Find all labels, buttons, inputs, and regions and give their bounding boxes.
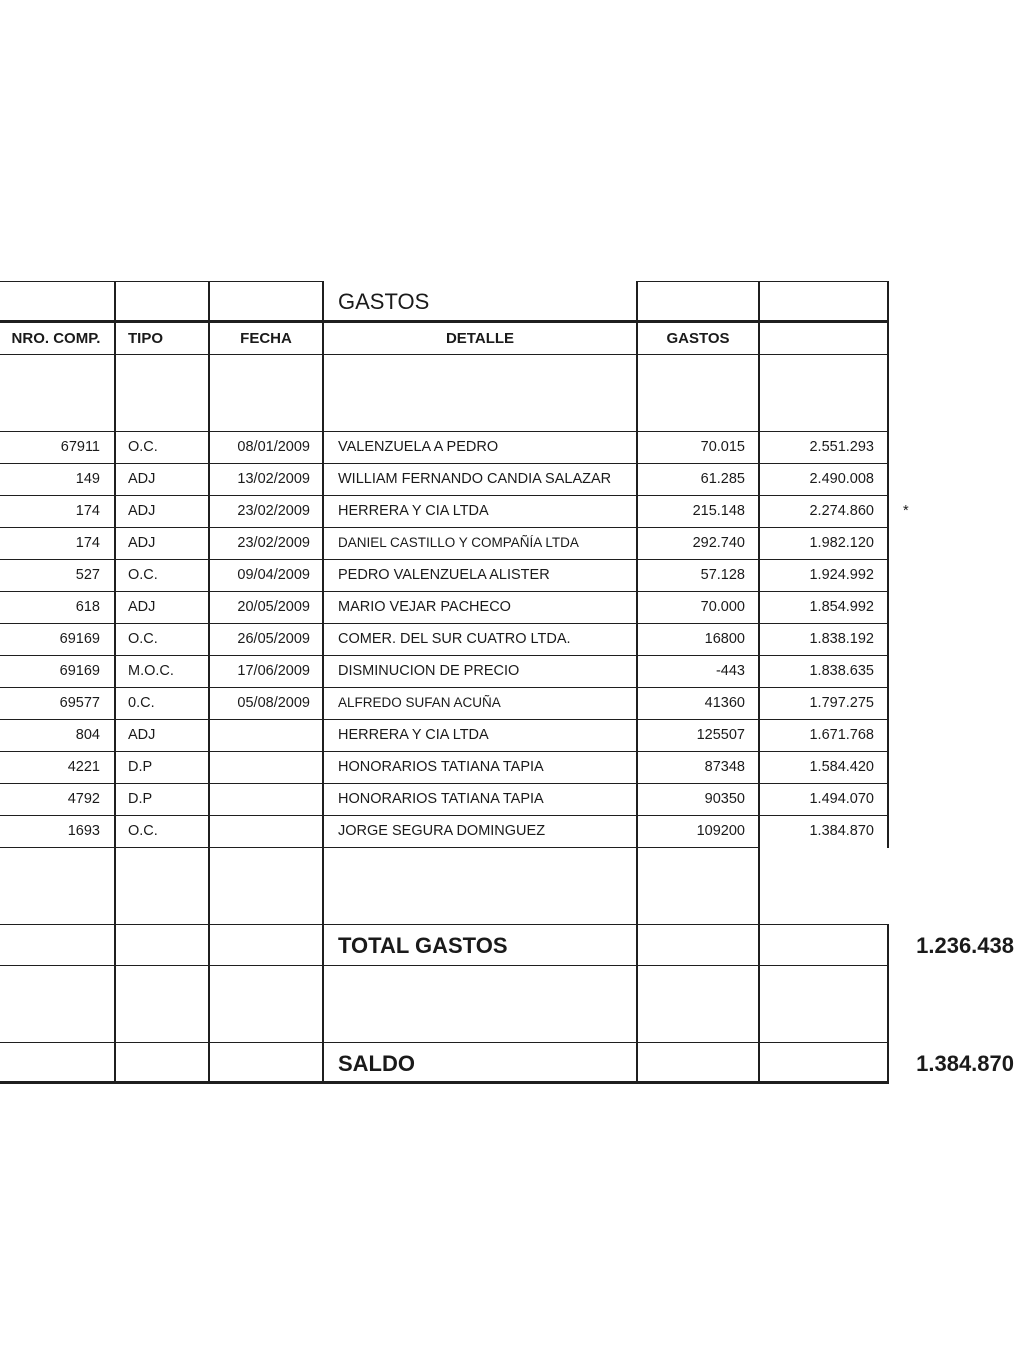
cell-detalle: ALFREDO SUFAN ACUÑA (338, 695, 501, 710)
cell-saldo: 1.494.070 (809, 791, 874, 807)
grid-hline (0, 783, 889, 784)
cell-saldo: 1.838.192 (809, 631, 874, 647)
cell-detalle: JORGE SEGURA DOMINGUEZ (338, 823, 546, 839)
cell-nro-comp: 67911 (60, 439, 100, 455)
grid-hline (0, 281, 114, 282)
cell-nro-comp: 1693 (67, 823, 100, 839)
cell-nro-comp: 527 (75, 567, 100, 583)
grid-vline (322, 281, 324, 1084)
cell-gastos: 292.740 (692, 535, 745, 551)
cell-detalle: VALENZUELA A PEDRO (338, 439, 499, 455)
sheet-title: GASTOS (338, 289, 430, 314)
grid-hline (0, 559, 889, 560)
grid-hline (0, 687, 889, 688)
grid-hline (0, 527, 889, 528)
header-nro-comp: NRO. COMP. (11, 330, 101, 347)
cell-saldo: 1.838.635 (809, 663, 874, 679)
cell-gastos: 90350 (704, 791, 745, 807)
cell-gastos: 61.285 (700, 471, 745, 487)
grid-hline (636, 281, 889, 282)
cell-detalle: MARIO VEJAR PACHECO (338, 599, 511, 615)
header-fecha: FECHA (240, 330, 292, 347)
grid-vline (887, 281, 889, 848)
cell-gastos: 70.015 (700, 439, 745, 455)
header-detalle: DETALLE (445, 330, 515, 347)
cell-nro-comp: 4792 (67, 791, 100, 807)
cell-tipo: O.C. (128, 631, 158, 647)
cell-detalle: HONORARIOS TATIANA TAPIA (338, 759, 544, 775)
cell-detalle: WILLIAM FERNANDO CANDIA SALAZAR (338, 471, 612, 487)
cell-tipo: 0.C. (128, 695, 155, 711)
grid-hline (0, 655, 889, 656)
cell-tipo: ADJ (128, 599, 156, 615)
cell-gastos: 41360 (704, 695, 745, 711)
cell-nro-comp: 69169 (59, 631, 100, 647)
cell-detalle: HONORARIOS TATIANA TAPIA (338, 791, 544, 807)
total-gastos-label: TOTAL GASTOS (338, 933, 508, 958)
cell-fecha: 08/01/2009 (237, 439, 310, 455)
grid-hline (114, 281, 210, 282)
grid-hline (0, 320, 889, 323)
grid-hline (0, 623, 889, 624)
cell-gastos: 57.128 (700, 567, 745, 583)
saldo-value: 1.384.870 (916, 1051, 1014, 1076)
cell-nro-comp: 69577 (59, 695, 100, 711)
cell-saldo: 1.797.275 (809, 695, 874, 711)
cell-saldo: 1.384.870 (809, 823, 874, 839)
cell-fecha: 09/04/2009 (237, 567, 310, 583)
cell-fecha: 23/02/2009 (237, 503, 310, 519)
cell-gastos: 70.000 (700, 599, 745, 615)
cell-detalle: DISMINUCION DE PRECIO (338, 663, 520, 679)
cell-detalle: DANIEL CASTILLO Y COMPAÑÍA LTDA (338, 535, 579, 550)
cell-nro-comp: 618 (75, 599, 100, 615)
cell-saldo: 2.490.008 (809, 471, 874, 487)
grid-hline (0, 591, 889, 592)
cell-fecha: 20/05/2009 (237, 599, 310, 615)
cell-saldo: 1.671.768 (809, 727, 874, 743)
grid-hline (0, 495, 889, 496)
cell-fecha: 05/08/2009 (237, 695, 310, 711)
grid-hline (0, 354, 889, 355)
grid-vline (114, 281, 116, 1084)
cell-fecha: 17/06/2009 (237, 663, 310, 679)
cell-nro-comp: 69169 (59, 663, 100, 679)
cell-tipo: D.P (128, 759, 153, 775)
cell-gastos: 16800 (704, 631, 745, 647)
cell-saldo: 1.854.992 (809, 599, 874, 615)
grid-vline (758, 281, 760, 1084)
cell-saldo: 1.584.420 (809, 759, 874, 775)
cell-tipo: ADJ (128, 727, 156, 743)
grid-hline (0, 924, 889, 925)
cell-saldo: 2.551.293 (809, 439, 874, 455)
cell-mark: * (903, 503, 909, 519)
cell-nro-comp: 804 (75, 727, 100, 743)
header-gastos: GASTOS (666, 330, 730, 347)
cell-gastos: 87348 (704, 759, 745, 775)
grid-hline (0, 463, 889, 464)
cell-detalle: PEDRO VALENZUELA ALISTER (338, 567, 550, 583)
grid-hline (0, 1081, 889, 1084)
cell-tipo: O.C. (128, 567, 158, 583)
grid-hline (208, 281, 324, 282)
cell-fecha: 13/02/2009 (237, 471, 310, 487)
header-tipo: TIPO (128, 330, 164, 347)
saldo-label: SALDO (338, 1051, 415, 1076)
grid-hline (0, 1042, 889, 1043)
cell-nro-comp: 174 (75, 503, 100, 519)
cell-tipo: D.P (128, 791, 153, 807)
cell-tipo: O.C. (128, 439, 158, 455)
cell-saldo: 1.982.120 (809, 535, 874, 551)
cell-gastos: 215.148 (692, 503, 745, 519)
total-gastos-value: 1.236.438 (916, 933, 1014, 958)
grid-hline (0, 719, 889, 720)
cell-nro-comp: 174 (75, 535, 100, 551)
cell-saldo: 1.924.992 (809, 567, 874, 583)
cell-detalle: HERRERA Y CIA LTDA (338, 727, 489, 743)
grid-hline (0, 751, 889, 752)
grid-vline (636, 281, 638, 1084)
grid-hline (0, 815, 889, 816)
cell-gastos: 109200 (696, 823, 745, 839)
cell-fecha: 26/05/2009 (237, 631, 310, 647)
cell-tipo: ADJ (128, 503, 156, 519)
grid-vline (208, 281, 210, 1084)
cell-tipo: M.O.C. (128, 663, 174, 679)
grid-hline (0, 847, 760, 848)
grid-hline (0, 965, 889, 966)
cell-tipo: ADJ (128, 535, 156, 551)
cell-tipo: ADJ (128, 471, 156, 487)
cell-gastos: -443 (715, 663, 745, 679)
cell-fecha: 23/02/2009 (237, 535, 310, 551)
cell-nro-comp: 149 (75, 471, 100, 487)
cell-detalle: COMER. DEL SUR CUATRO LTDA. (338, 631, 571, 647)
cell-gastos: 125507 (696, 727, 745, 743)
cell-saldo: 2.274.860 (809, 503, 874, 519)
cell-tipo: O.C. (128, 823, 158, 839)
cell-detalle: HERRERA Y CIA LTDA (338, 503, 489, 519)
grid-hline (0, 431, 889, 432)
cell-nro-comp: 4221 (67, 759, 100, 775)
